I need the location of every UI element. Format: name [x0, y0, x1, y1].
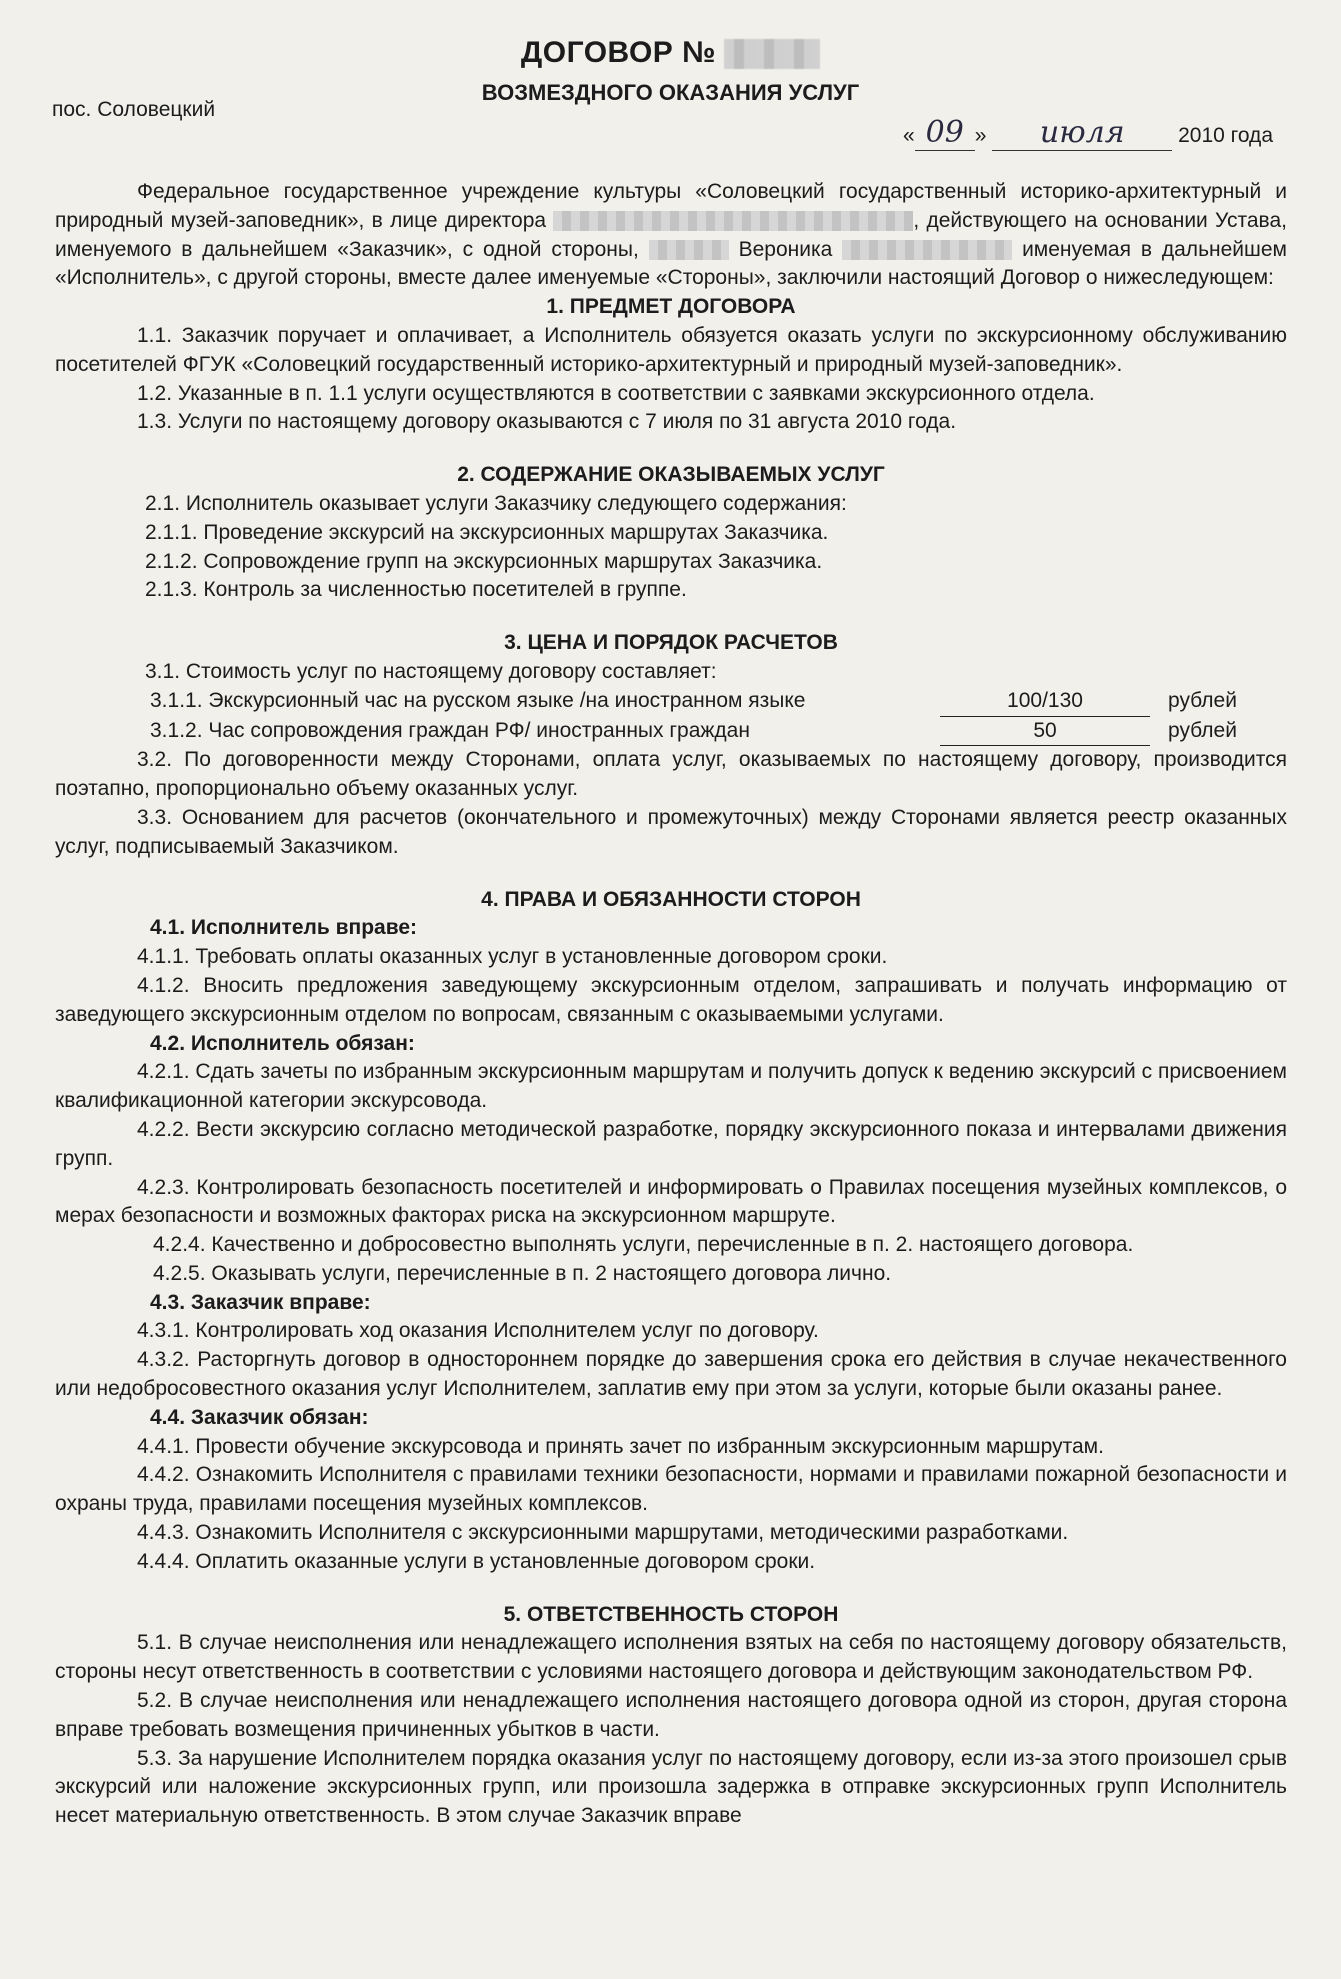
clause-4-1-1: 4.1.1. Требовать оплаты оказанных услуг в установленные договором сроки. [137, 945, 888, 969]
contract-body [55, 178, 1287, 1831]
clause-4-1-2: 4.1.2. Вносить предложения заведующему экскурсионным отделом, запрашивать и получать информацию от заведующего экскурсионным отделом по вопросам, связанным с оказываемыми услугами. [55, 973, 1287, 1026]
price-unit-1: рублей [1168, 688, 1237, 712]
clause-2-1-1: 2.1.1. Проведение экскурсий на экскурсионных маршрутах Заказчика. [145, 520, 829, 544]
contract-date: « 09 » июля 2010 года [903, 115, 1273, 150]
contract-subtitle: ВОЗМЕЗДНОГО ОКАЗАНИЯ УСЛУГ [481, 80, 860, 105]
contract-title-text: ДОГОВОР № [520, 36, 717, 69]
section-1-heading: 1. ПРЕДМЕТ ДОГОВОРА [546, 295, 796, 319]
price-value-1: 100/130 [940, 687, 1150, 717]
clause-3-1: 3.1. Стоимость услуг по настоящему договору составляет: [145, 659, 717, 683]
date-month-handwritten: июля [1039, 115, 1125, 150]
price-row-2 [55, 717, 1287, 747]
redacted-contract-number [724, 39, 820, 69]
clause-5-2: 5.2. В случае неисполнения или ненадлежащего исполнения настоящего договора одной из сторон, другая сторона вправе требовать возмещения причиненных убытков в части. [55, 1689, 1287, 1741]
subsection-4-1-heading: 4.1. Исполнитель вправе: [150, 916, 418, 940]
clause-2-1-2: 2.1.2. Сопровождение групп на экскурсионных маршрутах Заказчика. [145, 549, 823, 573]
contract-place: пос. Соловецкий [52, 98, 216, 121]
section-2-heading: 2. СОДЕРЖАНИЕ ОКАЗЫВАЕМЫХ УСЛУГ [457, 463, 885, 487]
section-3-heading: 3. ЦЕНА И ПОРЯДОК РАСЧЕТОВ [504, 631, 838, 655]
clause-2-1-3: 2.1.3. Контроль за численностью посетителей в группе. [145, 578, 687, 602]
clause-4-4-4: 4.4.4. Оплатить оказанные услуги в установленные договором сроки. [137, 1549, 816, 1573]
clause-3-3: 3.3. Основанием для расчетов (окончательного и промежуточных) между Сторонами является реестр оказанных услуг, подписываемый Заказчиком. [55, 805, 1287, 858]
redacted-text [649, 240, 729, 260]
clause-4-2-4: 4.2.4. Качественно и добросовестно выполнять услуги, перечисленные в п. 2. настоящего договора. [153, 1233, 1134, 1257]
price-unit-2: рублей [1168, 718, 1237, 742]
section-5-heading: 5. ОТВЕТСТВЕННОСТЬ СТОРОН [503, 1602, 839, 1626]
title-block [0, 36, 1341, 106]
contract-title [0, 36, 1341, 70]
intro-text-4: именуемая в дальнейшем «Исполнитель», с другой стороны, вместе далее именуемые «Стороны», заключили настоящий Договор о нижеследующем: [55, 237, 1287, 290]
clause-4-4-3: 4.4.3. Ознакомить Исполнителя с экскурсионными маршрутами, методическими разработками. [137, 1521, 1069, 1545]
subsection-4-4-heading: 4.4. Заказчик обязан: [150, 1405, 369, 1429]
intro-text-1: Федеральное государственное учреждение культуры «Соловецкий государственный историко-архитектурный и природный музей-заповедник», в лице директора [55, 180, 1287, 232]
clause-4-4-2: 4.4.2. Ознакомить Исполнителя с правилами техники безопасности, нормами и правилами пожарной безопасности и охраны труда, правилами посещения музейных комплексов. [55, 1463, 1287, 1516]
price-label-1: 3.1.1. Экскурсионный час на русском языке /на иностранном языке [150, 688, 806, 712]
clause-4-2-3: 4.2.3. Контролировать безопасность посетителей и информировать о Правилах посещения музейных комплексов, о мерах безопасности и возможных факторах риска на экскурсионном маршруте. [55, 1175, 1287, 1228]
subsection-4-3-heading: 4.3. Заказчик вправе: [150, 1290, 371, 1314]
clause-4-3-2: 4.3.2. Расторгнуть договор в одностороннем порядке до завершения срока его действия в случае некачественного или недобросовестного оказания услуг Исполнителем, заплатив ему при этом за услуги, которые были оказаны ранее. [55, 1348, 1287, 1401]
clause-4-3-1: 4.3.1. Контролировать ход оказания Исполнителем услуг по договору. [137, 1319, 819, 1343]
clause-2-1: 2.1. Исполнитель оказывает услуги Заказчику следующего содержания: [145, 491, 847, 515]
intro-text-3: Вероника [738, 237, 833, 261]
price-row-1 [55, 687, 1287, 717]
price-label-2: 3.1.2. Час сопровождения граждан РФ/ иностранных граждан [150, 718, 750, 742]
clause-1-2: 1.2. Указанные в п. 1.1 услуги осуществляются в соответствии с заявками экскурсионного отдела. [137, 381, 1095, 405]
intro-text-2: действующего на основании Устава, именуемого в дальнейшем «Заказчик», с одной стороны, [55, 208, 1287, 261]
date-day-handwritten: 09 [925, 115, 964, 150]
clause-4-2-2: 4.2.2. Вести экскурсию согласно методической разработке, порядку экскурсионного показа и интервалами движения групп. [55, 1117, 1287, 1170]
clause-5-1: 5.1. В случае неисполнения или ненадлежащего исполнения взятых на себя по настоящему договору обязательств, стороны несут ответственность в соответствии с условиями настоящего договора и действующим законодательством РФ. [55, 1631, 1287, 1684]
clause-4-2-5: 4.2.5. Оказывать услуги, перечисленные в п. 2 настоящего договора лично. [153, 1261, 892, 1285]
price-value-2: 50 [940, 717, 1150, 747]
date-year: 2010 года [1178, 124, 1273, 147]
subsection-4-2-heading: 4.2. Исполнитель обязан: [150, 1031, 415, 1055]
clause-1-3: 1.3. Услуги по настоящему договору оказываются с 7 июля по 31 августа 2010 года. [137, 410, 957, 434]
clause-4-2-1: 4.2.1. Сдать зачеты по избранным экскурсионным маршрутам и получить допуск к ведению экскурсий с присвоением квалификационной категории экскурсовода. [55, 1060, 1287, 1113]
intro-paragraph: Федеральное государственное учреждение культуры «Соловецкий государственный историко-архитектурный и природный музей-заповедник», в лице директора , действующего на основании Устава, именуемого в дальнейшем «Заказчик», с одной стороны, Вероника именуемая в дальнейшем «Исполнитель», с другой стороны, вместе далее именуемые «Стороны», заключили настоящий Договор о нижеследующем: [55, 180, 1287, 290]
clause-5-3: 5.3. За нарушение Исполнителем порядка оказания услуг по настоящему договору, если из-за этого произошел срыв экскурсий или наложение экскурсионных групп, или произошла задержка в отправке экскурсионных групп Исполнитель несет материальную ответственность. В этом случае Заказчик вправе [55, 1746, 1287, 1828]
clause-1-1: 1.1. Заказчик поручает и оплачивает, а Исполнитель обязуется оказать услуги по экскурсионному обслуживанию посетителей ФГУК «Соловецкий государственный историко-архитектурный и природный музей-заповедник». [55, 323, 1287, 376]
section-4-heading: 4. ПРАВА И ОБЯЗАННОСТИ СТОРОН [481, 887, 861, 911]
clause-4-4-1: 4.4.1. Провести обучение экскурсовода и принять зачет по избранным экскурсионным маршрутам. [137, 1434, 1104, 1458]
redacted-director-name [553, 211, 913, 231]
redacted-surname [842, 240, 1012, 260]
clause-3-2: 3.2. По договоренности между Сторонами, оплата услуг, оказываемых по настоящему договору, производится поэтапно, пропорционально объему оказанных услуг. [55, 748, 1287, 801]
